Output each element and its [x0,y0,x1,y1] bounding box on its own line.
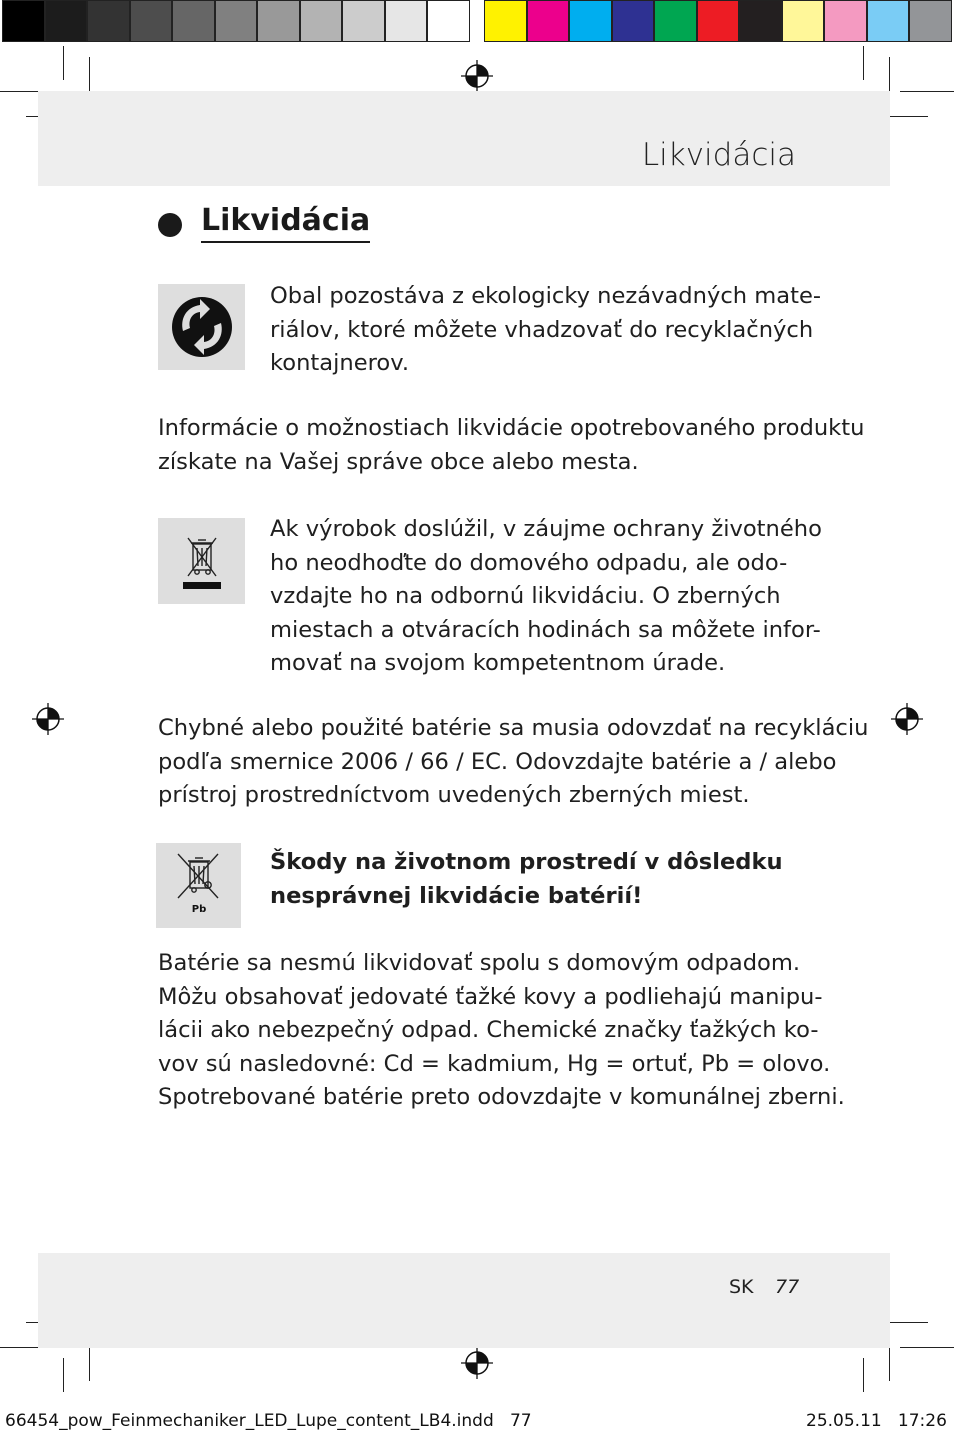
crop-mark [900,91,954,92]
color-swatch [867,0,910,42]
text-line: movať na svojom kompetentnom úrade. [270,650,726,676]
text-line: miestach a otváracích hodinách sa môžete infor- [270,616,821,643]
text-line: Škody na životnom prostredí v dôsledku [270,849,783,875]
registration-mark-icon [32,703,64,735]
crop-mark [63,46,64,80]
color-swatch [215,0,258,42]
recycling-icon-box [158,284,245,370]
color-swatch [909,0,952,42]
color-swatch [612,0,655,42]
text-line: vzdajte ho na odbornú likvidáciu. O zberných [270,583,781,609]
footer-band [38,1253,890,1348]
color-swatch [45,0,88,42]
battery-hazard-paragraph [158,947,845,1115]
color-swatch [527,0,570,42]
battery-recycling-paragraph [158,712,868,813]
text-line: nesprávnej likvidácie batérií! [270,882,643,909]
color-swatch [342,0,385,42]
text-line: podľa smernice 2006 / 66 / EC. Odovzdajte batérie a / alebo [158,748,837,775]
text-line: Informácie o možnostiach likvidácie opotrebovaného produktu [158,415,865,441]
crop-mark [863,1358,864,1392]
text-line: vov sú nasledovné: Cd = kadmium, Hg = ortuť, Pb = olovo. [158,1050,831,1077]
language-code: SK [729,1276,754,1298]
section-title: Likvidácia [201,203,370,243]
color-swatch [782,0,825,42]
color-swatch [87,0,130,42]
text-line: ho neodhoďte do domového odpadu, ale odo- [270,549,788,576]
disposal-info-paragraph [158,412,864,479]
process-color-bar [484,0,952,46]
text-line: získate na Vašej správe obce alebo mesta. [158,448,639,475]
color-swatch [130,0,173,42]
color-swatch [739,0,782,42]
battery-icon-box [156,843,241,928]
color-swatch [300,0,343,42]
text-line: Môžu obsahovať jedovaté ťažké kovy a podliehajú manipu- [158,983,823,1010]
crop-mark [900,1347,954,1348]
text-line: kontajnerov. [270,350,410,376]
text-line: Obal pozostáva z ekologicky nezávadných mate- [270,283,822,309]
battery-chemical-label: Pb [191,903,206,915]
weee-icon-box [158,518,245,604]
grayscale-color-bar [2,0,470,46]
page-header-title: Likvidácia [641,137,796,173]
color-swatch [824,0,867,42]
crop-mark [863,46,864,80]
crossed-out-wheelie-bin-icon [167,524,237,598]
text-line: riálov, ktoré môžete vhadzovať do recyklačných [270,316,814,343]
green-dot-recycling-icon [170,295,234,359]
text-line: Ak výrobok doslúžil, v záujme ochrany životného [270,516,822,542]
section-bullet-icon [158,213,182,237]
color-swatch [2,0,45,42]
text-line: Batérie sa nesmú likvidovať spolu s domovým odpadom. [158,950,801,976]
color-swatch [697,0,740,42]
color-swatch [172,0,215,42]
crossed-out-bin-pb-icon [164,848,234,924]
color-swatch [257,0,300,42]
crop-mark [63,1358,64,1392]
color-swatch [654,0,697,42]
weee-paragraph [270,513,822,681]
text-line: prístroj prostredníctvom uvedených zberných miest. [158,782,750,808]
battery-warning-heading [270,846,783,913]
slug-filename: 66454_pow_Feinmechaniker_LED_Lupe_content_LB4.indd 77 [5,1411,532,1431]
registration-mark-icon [461,1347,493,1379]
slug-datetime: 25.05.11 17:26 [806,1411,947,1431]
color-swatch [569,0,612,42]
registration-mark-icon [891,703,923,735]
packaging-paragraph [270,280,821,381]
color-swatch [385,0,428,42]
text-line: lácii ako nebezpečný odpad. Chemické značky ťažkých ko- [158,1017,819,1043]
color-swatch [484,0,527,42]
registration-mark-icon [461,60,493,92]
text-line: Chybné alebo použité batérie sa musia odovzdať na recykláciu [158,715,869,741]
text-line: Spotrebované batérie preto odovzdajte v komunálnej zberni. [158,1084,845,1110]
page-number: 77 [775,1276,800,1298]
color-swatch [427,0,470,42]
